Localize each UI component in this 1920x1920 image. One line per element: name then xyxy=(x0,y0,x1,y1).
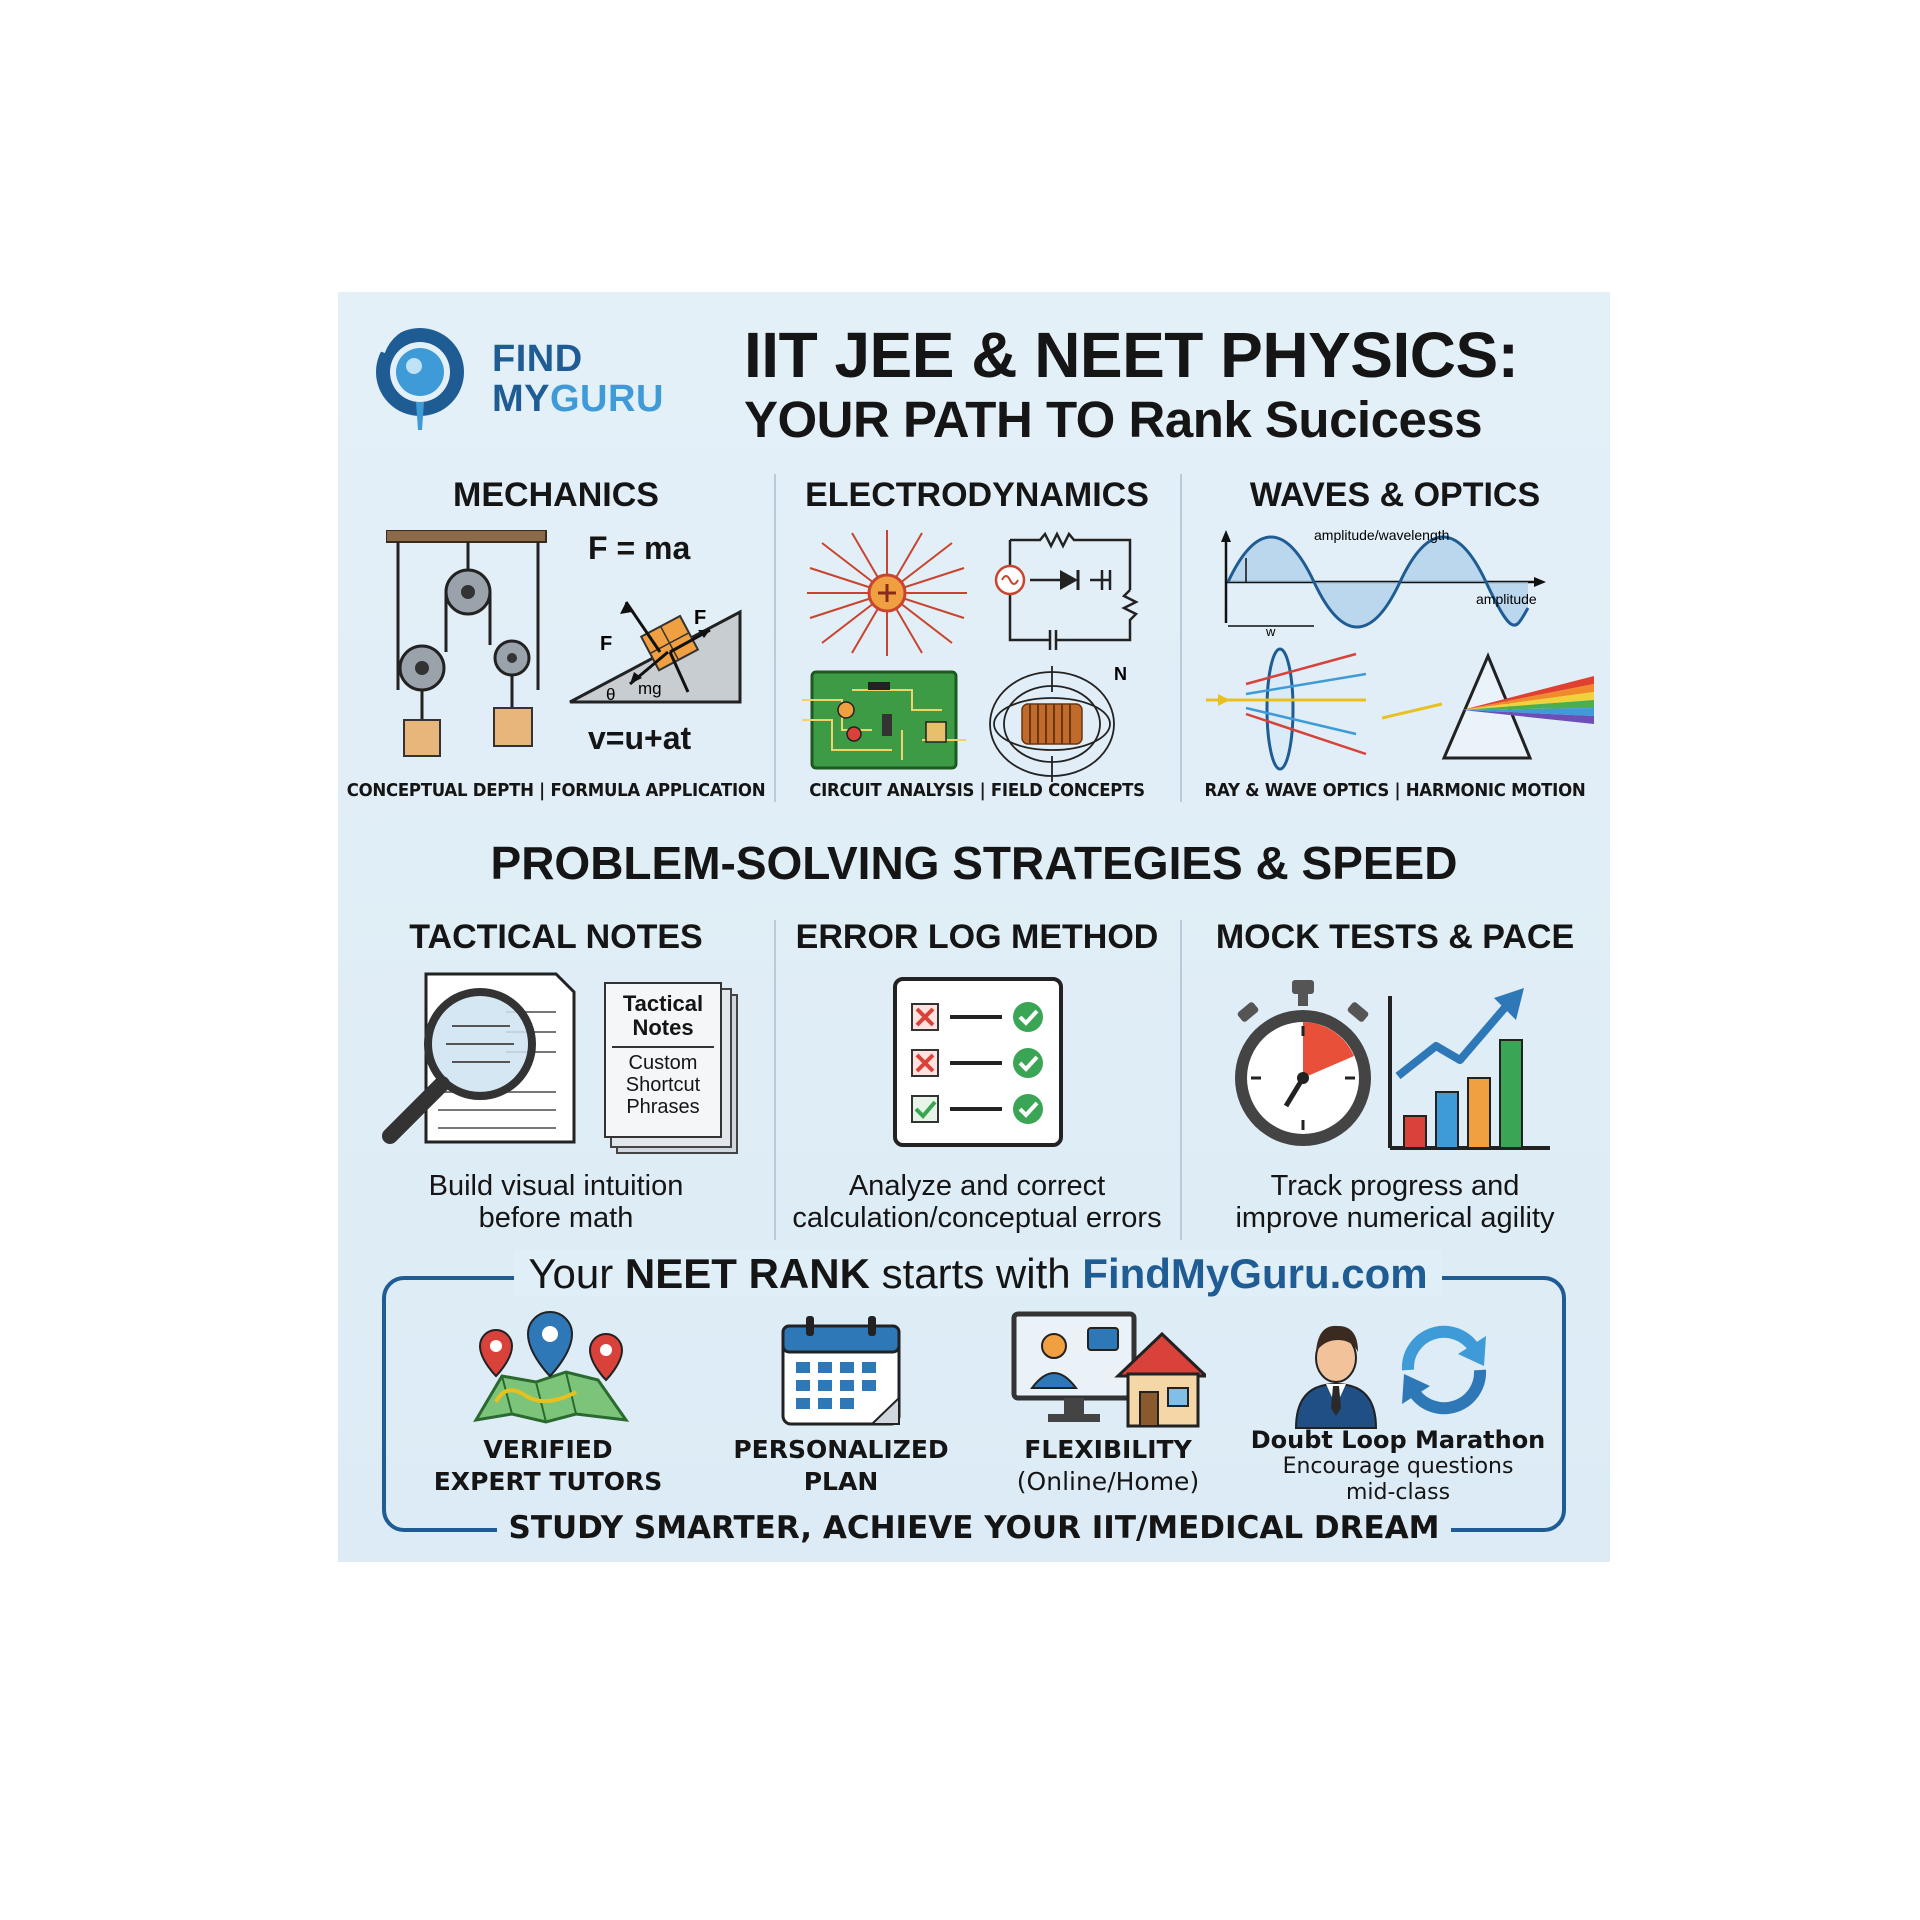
brand-line-1: FIND xyxy=(492,338,583,380)
topic-title-waves-optics: WAVES & OPTICS xyxy=(1249,476,1541,514)
feature-line-2: EXPERT TUTORS xyxy=(433,1467,663,1496)
feature-line-1: VERIFIED xyxy=(483,1435,613,1464)
card-title-line-1: Tactical xyxy=(622,991,704,1016)
prism-rainbow-icon xyxy=(1382,648,1594,768)
feature-line-1: PERSONALIZED xyxy=(733,1435,949,1464)
online-home-icon xyxy=(1010,1310,1206,1430)
cta-headline[interactable] xyxy=(478,1250,1478,1298)
topic-caption-electrodynamics: CIRCUIT ANALYSIS | FIELD CONCEPTS xyxy=(809,780,1145,801)
footer-tagline: STUDY SMARTER, ACHIEVE YOUR IIT/MEDICAL DREAM xyxy=(497,1510,1452,1546)
feature-line-2: (Online/Home) xyxy=(1016,1467,1200,1496)
refresh-loop-icon xyxy=(1392,1318,1496,1422)
feature-doubt-loop xyxy=(1248,1426,1548,1506)
label-mg: mg xyxy=(638,679,662,698)
brand-logo[interactable] xyxy=(362,322,662,432)
strategies-heading: PROBLEM-SOLVING STRATEGIES & SPEED xyxy=(490,837,1458,889)
strategy-title-mock-tests: MOCK TESTS & PACE xyxy=(1215,918,1575,956)
cta-prefix: Your xyxy=(528,1250,625,1297)
feature-line-2: PLAN xyxy=(803,1467,879,1496)
brand-line-2 xyxy=(492,380,664,418)
desc-line-2: calculation/conceptual errors xyxy=(792,1202,1162,1234)
formula-kinematics: v=u+at xyxy=(588,720,692,756)
strategy-title-tactical-notes: TACTICAL NOTES xyxy=(409,918,703,956)
desc-line-1: Analyze and correct xyxy=(848,1170,1106,1202)
solenoid-magnetic-field-icon xyxy=(982,664,1142,784)
growth-chart-icon xyxy=(1384,976,1554,1152)
strategy-title-error-log: ERROR LOG METHOD xyxy=(795,918,1159,956)
label-amplitude-wavelength: amplitude/wavelength xyxy=(1314,528,1450,543)
label-theta: θ xyxy=(606,685,616,704)
feature-personalized-plan xyxy=(710,1434,972,1498)
strategy-desc-mock-tests xyxy=(1180,1170,1610,1234)
brand-my: MY xyxy=(492,378,550,420)
cta-footer xyxy=(438,1510,1510,1546)
cta-neet-rank: NEET RANK xyxy=(624,1250,870,1297)
checklist-icon xyxy=(892,976,1064,1148)
feature-line-1: Doubt Loop Marathon xyxy=(1250,1426,1546,1454)
label-n: N xyxy=(1114,664,1127,684)
topic-title-electrodynamics: ELECTRODYNAMICS xyxy=(805,476,1149,514)
divider xyxy=(1180,474,1182,802)
incline-plane-icon xyxy=(560,572,750,712)
cta-middle: starts with xyxy=(869,1250,1083,1297)
feature-flexibility xyxy=(988,1434,1228,1498)
electric-field-icon xyxy=(802,528,972,658)
card-body-line-2: Shortcut xyxy=(625,1074,701,1096)
feature-verified-tutors xyxy=(408,1434,688,1498)
topic-title-mechanics: MECHANICS xyxy=(453,476,659,514)
feature-line-2: Encourage questions xyxy=(1282,1454,1514,1479)
page-title: IIT JEE & NEET PHYSICS: xyxy=(744,319,1519,391)
brand-guru: GURU xyxy=(550,378,664,420)
magnifier-logo-icon xyxy=(362,322,482,442)
circuit-board-icon xyxy=(802,670,966,770)
formula-force: F = ma xyxy=(588,530,691,566)
card-title-line-2: Notes xyxy=(632,1015,694,1040)
tactical-notes-card xyxy=(604,982,732,1144)
label-amplitude: amplitude xyxy=(1476,591,1537,607)
divider xyxy=(774,474,776,802)
pulley-system-icon xyxy=(386,530,556,760)
page-subtitle: YOUR PATH TO Rank Sucicess xyxy=(744,391,1483,448)
topic-caption-mechanics: CONCEPTUAL DEPTH | FORMULA APPLICATION xyxy=(346,780,766,801)
strategy-desc-tactical-notes xyxy=(338,1170,774,1234)
desc-line-1: Build visual intuition xyxy=(428,1170,684,1202)
strategy-desc-error-log xyxy=(764,1170,1190,1234)
magnifier-notes-icon xyxy=(376,972,576,1152)
topic-caption-waves-optics: RAY & WAVE OPTICS | HARMONIC MOTION xyxy=(1204,780,1586,801)
lens-rays-icon xyxy=(1206,644,1378,774)
stopwatch-icon xyxy=(1228,976,1378,1152)
desc-line-1: Track progress and xyxy=(1270,1170,1520,1202)
card-body-line-1: Custom xyxy=(628,1052,698,1074)
label-f: F xyxy=(694,607,707,629)
cta-site-link[interactable]: FindMyGuru.com xyxy=(1082,1250,1428,1297)
tutor-avatar-icon xyxy=(1290,1320,1382,1430)
feature-line-1: FLEXIBILITY xyxy=(1024,1435,1192,1464)
label-f-2: F xyxy=(600,633,613,655)
desc-line-2: improve numerical agility xyxy=(1235,1202,1555,1234)
sine-wave-icon xyxy=(1216,528,1546,638)
map-location-pins-icon xyxy=(466,1310,632,1428)
desc-line-2: before math xyxy=(478,1202,634,1234)
poster xyxy=(338,292,1610,1562)
card-body-line-3: Phrases xyxy=(626,1096,700,1118)
calendar-icon xyxy=(780,1314,902,1428)
circuit-diagram-icon xyxy=(990,530,1142,650)
feature-line-3: mid-class xyxy=(1345,1480,1451,1505)
label-w: w xyxy=(1266,624,1276,638)
